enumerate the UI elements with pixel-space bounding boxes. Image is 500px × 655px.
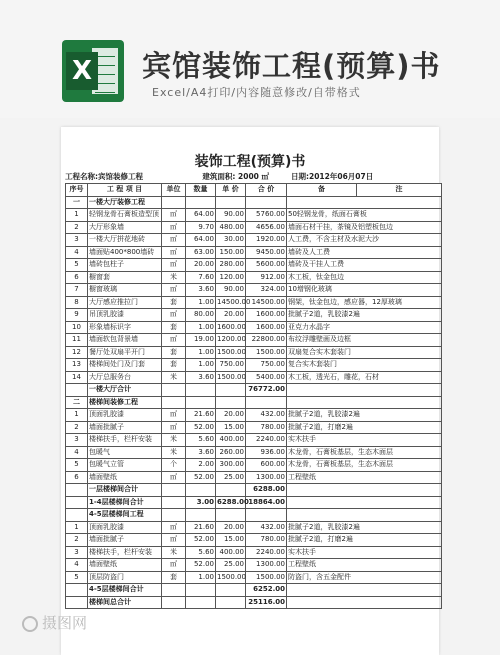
cell-unit-price xyxy=(216,384,246,397)
table-header-row xyxy=(66,184,442,197)
cell-unit: 套 xyxy=(162,321,186,334)
cell-remark xyxy=(287,496,442,509)
cell-serial: 5 xyxy=(66,459,88,472)
cell-quantity xyxy=(186,509,216,522)
cell-item: 楼梯扶手，栏杆安装 xyxy=(88,546,162,559)
section-row xyxy=(66,396,442,409)
cell-remark xyxy=(287,196,442,209)
cell-total: 912.00 xyxy=(246,271,287,284)
header-remark-2: 注 xyxy=(357,184,442,197)
cell-unit-price: 1500.00 xyxy=(216,371,246,384)
table-row xyxy=(66,434,442,447)
cell-item: 楼梯间处门及门套 xyxy=(88,359,162,372)
cell-serial: 3 xyxy=(66,434,88,447)
cell-remark: 工程壁纸 xyxy=(287,559,442,572)
cell-remark: 亚克力水晶字 xyxy=(287,321,442,334)
table-row xyxy=(66,534,442,547)
cell-remark: 复合实木套装门 xyxy=(287,359,442,372)
cell-remark: 防盗门，含五金配件 xyxy=(287,571,442,584)
cell-remark: 工程壁纸 xyxy=(287,471,442,484)
cell-item: 顶面乳胶漆 xyxy=(88,521,162,534)
cell-unit xyxy=(162,484,186,497)
cell-unit-price: 20.00 xyxy=(216,309,246,322)
cell-serial: 3 xyxy=(66,546,88,559)
cell-item: 4-5层楼梯间工程 xyxy=(88,509,162,522)
cell-unit-price: 120.00 xyxy=(216,271,246,284)
header-serial: 序号 xyxy=(66,184,88,197)
cell-quantity: 63.00 xyxy=(186,246,216,259)
cell-item: 墙面壁纸 xyxy=(88,559,162,572)
table-row xyxy=(66,521,442,534)
watermark-logo-icon xyxy=(22,616,38,632)
cell-unit: ㎡ xyxy=(162,334,186,347)
cell-total: 1600.00 xyxy=(246,321,287,334)
cell-serial: 12 xyxy=(66,346,88,359)
subtotal-row xyxy=(66,509,442,522)
cell-quantity xyxy=(186,396,216,409)
header-total: 合 价 xyxy=(246,184,287,197)
cell-total: 750.00 xyxy=(246,359,287,372)
cell-unit-price xyxy=(216,509,246,522)
cell-serial xyxy=(66,596,88,609)
cell-unit xyxy=(162,509,186,522)
document-title: 装饰工程(预算)书 xyxy=(194,154,306,170)
cell-serial: 3 xyxy=(66,234,88,247)
cell-quantity: 80.00 xyxy=(186,309,216,322)
table-row xyxy=(66,346,442,359)
cell-serial: 4 xyxy=(66,246,88,259)
cell-item: 橱窗玻璃 xyxy=(88,284,162,297)
cell-quantity: 3.60 xyxy=(186,371,216,384)
cell-unit-price xyxy=(216,596,246,609)
cell-item: 餐厅处双扇平开门 xyxy=(88,346,162,359)
cell-item: 一楼大厅装修工程 xyxy=(88,196,162,209)
cell-quantity xyxy=(186,196,216,209)
watermark-text: 摄图网 xyxy=(42,614,88,632)
cell-unit-price: 25.00 xyxy=(216,471,246,484)
cell-unit xyxy=(162,584,186,597)
table-row xyxy=(66,409,442,422)
cell-remark: 墙面石材干挂，茶镜及铝塑板包边 xyxy=(287,221,442,234)
table-row xyxy=(66,309,442,322)
cell-unit: 米 xyxy=(162,434,186,447)
cell-unit-price: 300.00 xyxy=(216,459,246,472)
cell-total: 5760.00 xyxy=(246,209,287,222)
cell-unit: ㎡ xyxy=(162,259,186,272)
cell-total: 4656.00 xyxy=(246,221,287,234)
cell-total: 2240.00 xyxy=(246,546,287,559)
cell-unit-price: 6288.00 xyxy=(216,496,246,509)
cell-total: 76772.00 xyxy=(246,384,287,397)
cell-serial: 5 xyxy=(66,571,88,584)
cell-serial: 14 xyxy=(66,371,88,384)
cell-unit-price: 90.00 xyxy=(216,209,246,222)
cell-unit: ㎡ xyxy=(162,221,186,234)
cell-unit-price: 1600.00 xyxy=(216,321,246,334)
cell-total: 600.00 xyxy=(246,459,287,472)
cell-unit-price: 20.00 xyxy=(216,409,246,422)
cell-quantity: 19.00 xyxy=(186,334,216,347)
cell-total xyxy=(246,196,287,209)
page-subtitle: Excel/A4打印/内容随意修改/自带格式 xyxy=(152,86,361,99)
cell-unit: 米 xyxy=(162,271,186,284)
cell-total: 1600.00 xyxy=(246,309,287,322)
cell-quantity: 21.60 xyxy=(186,409,216,422)
table-row xyxy=(66,546,442,559)
cell-remark: 10增钢化玻璃 xyxy=(287,284,442,297)
header-item: 工 程 项 目 xyxy=(88,184,162,197)
cell-quantity: 52.00 xyxy=(186,534,216,547)
cell-unit-price: 400.00 xyxy=(216,546,246,559)
cell-quantity: 64.00 xyxy=(186,209,216,222)
cell-remark: 批腻子2道，打磨2遍 xyxy=(287,534,442,547)
cell-item: 一层楼梯间合计 xyxy=(88,484,162,497)
cell-remark xyxy=(287,484,442,497)
cell-quantity: 52.00 xyxy=(186,559,216,572)
cell-quantity xyxy=(186,484,216,497)
cell-total: 780.00 xyxy=(246,421,287,434)
cell-serial xyxy=(66,496,88,509)
table-row xyxy=(66,296,442,309)
cell-quantity: 21.60 xyxy=(186,521,216,534)
cell-total: 6288.00 xyxy=(246,484,287,497)
cell-unit-price: 400.00 xyxy=(216,434,246,447)
cell-remark: 布纹浮雕壁画及边框 xyxy=(287,334,442,347)
cell-remark xyxy=(287,509,442,522)
cell-remark xyxy=(287,584,442,597)
cell-item: 墙面壁纸 xyxy=(88,471,162,484)
cell-unit: 套 xyxy=(162,571,186,584)
cell-item: 墙面批腻子 xyxy=(88,421,162,434)
cell-unit-price xyxy=(216,396,246,409)
subtotal-row xyxy=(66,584,442,597)
cell-total: 25116.00 xyxy=(246,596,287,609)
cell-unit-price: 25.00 xyxy=(216,559,246,572)
cell-serial: 1 xyxy=(66,521,88,534)
cell-remark: 人工费，不含主材及水泥大沙 xyxy=(287,234,442,247)
document-preview xyxy=(61,127,439,655)
budget-table xyxy=(65,183,442,609)
cell-total xyxy=(246,509,287,522)
cell-item: 大厅形象墙 xyxy=(88,221,162,234)
cell-unit-price: 1500.00 xyxy=(216,346,246,359)
cell-unit-price: 20.00 xyxy=(216,521,246,534)
cell-item: 包暖气 xyxy=(88,446,162,459)
cell-total: 432.00 xyxy=(246,409,287,422)
cell-unit: 套 xyxy=(162,346,186,359)
table-row xyxy=(66,246,442,259)
cell-unit: ㎡ xyxy=(162,559,186,572)
cell-quantity: 3.00 xyxy=(186,496,216,509)
cell-remark: 批腻子2道，乳胶漆2遍 xyxy=(287,521,442,534)
cell-remark: 木龙骨，石膏板基层，生态木面层 xyxy=(287,446,442,459)
cell-quantity: 1.00 xyxy=(186,346,216,359)
cell-serial: 9 xyxy=(66,309,88,322)
cell-serial xyxy=(66,584,88,597)
cell-total xyxy=(246,396,287,409)
cell-serial: 13 xyxy=(66,359,88,372)
cell-item: 吊顶乳胶漆 xyxy=(88,309,162,322)
cell-unit: ㎡ xyxy=(162,284,186,297)
table-row xyxy=(66,271,442,284)
cell-remark: 木工板，钛金包边 xyxy=(287,271,442,284)
cell-remark: 墙砖及人工费 xyxy=(287,246,442,259)
cell-serial: 二 xyxy=(66,396,88,409)
cell-quantity: 52.00 xyxy=(186,421,216,434)
cell-total: 1300.00 xyxy=(246,559,287,572)
cell-unit-price: 30.00 xyxy=(216,234,246,247)
cell-item: 墙面贴400*800墙砖 xyxy=(88,246,162,259)
cell-remark: 批腻子2道，打磨2遍 xyxy=(287,421,442,434)
cell-serial: 2 xyxy=(66,221,88,234)
cell-unit: 米 xyxy=(162,371,186,384)
cell-unit-price: 750.00 xyxy=(216,359,246,372)
cell-remark: 墙砖及干挂人工费 xyxy=(287,259,442,272)
table-row xyxy=(66,221,442,234)
cell-unit-price: 150.00 xyxy=(216,246,246,259)
table-row xyxy=(66,284,442,297)
table-row xyxy=(66,459,442,472)
cell-unit xyxy=(162,196,186,209)
cell-unit-price: 15.00 xyxy=(216,421,246,434)
cell-unit: ㎡ xyxy=(162,409,186,422)
cell-unit xyxy=(162,384,186,397)
cell-unit: ㎡ xyxy=(162,246,186,259)
cell-serial: 5 xyxy=(66,259,88,272)
table-row xyxy=(66,446,442,459)
cell-total: 324.00 xyxy=(246,284,287,297)
header-unit: 单位 xyxy=(162,184,186,197)
cell-serial: 4 xyxy=(66,446,88,459)
building-area: 建筑面积: 2000 ㎡ xyxy=(202,172,269,181)
table-row xyxy=(66,371,442,384)
cell-unit-price: 90.00 xyxy=(216,284,246,297)
cell-quantity: 3.60 xyxy=(186,446,216,459)
cell-quantity: 3.60 xyxy=(186,284,216,297)
cell-serial xyxy=(66,509,88,522)
cell-unit-price xyxy=(216,196,246,209)
cell-quantity xyxy=(186,584,216,597)
table-row xyxy=(66,209,442,222)
cell-total: 22800.00 xyxy=(246,334,287,347)
cell-unit: ㎡ xyxy=(162,534,186,547)
cell-serial: 一 xyxy=(66,196,88,209)
header-unit-price: 单 价 xyxy=(216,184,246,197)
cell-item: 大厅感应推拉门 xyxy=(88,296,162,309)
cell-item: 顶面乳胶漆 xyxy=(88,409,162,422)
cell-remark: 双扇复合实木套装门 xyxy=(287,346,442,359)
cell-quantity: 1.00 xyxy=(186,321,216,334)
cell-unit-price xyxy=(216,584,246,597)
cell-item: 顶层防盗门 xyxy=(88,571,162,584)
cell-unit: 个 xyxy=(162,459,186,472)
cell-serial: 2 xyxy=(66,421,88,434)
table-row xyxy=(66,259,442,272)
cell-quantity: 5.60 xyxy=(186,546,216,559)
cell-remark: 批腻子2道，乳胶漆2遍 xyxy=(287,409,442,422)
cell-serial: 10 xyxy=(66,321,88,334)
cell-unit: ㎡ xyxy=(162,209,186,222)
cell-remark: 木龙骨，石膏板基层，生态木面层 xyxy=(287,459,442,472)
header-quantity: 数量 xyxy=(186,184,216,197)
cell-item: 墙砖包柱子 xyxy=(88,259,162,272)
header-banner xyxy=(0,0,500,118)
page-title: 宾馆装饰工程(预算)书 xyxy=(142,49,441,83)
cell-serial: 1 xyxy=(66,409,88,422)
cell-serial: 11 xyxy=(66,334,88,347)
cell-item: 橱窗套 xyxy=(88,271,162,284)
cell-remark: 批腻子2道，乳胶漆2遍 xyxy=(287,309,442,322)
table-row xyxy=(66,321,442,334)
cell-quantity: 20.00 xyxy=(186,259,216,272)
cell-serial xyxy=(66,484,88,497)
header-remark-1: 备 xyxy=(287,184,357,197)
cell-unit xyxy=(162,496,186,509)
subtotal-row xyxy=(66,496,442,509)
cell-total: 6252.00 xyxy=(246,584,287,597)
cell-remark: 实木扶手 xyxy=(287,546,442,559)
cell-unit: 米 xyxy=(162,546,186,559)
cell-item: 楼梯间总合计 xyxy=(88,596,162,609)
cell-unit: 套 xyxy=(162,359,186,372)
cell-total: 9450.00 xyxy=(246,246,287,259)
cell-item: 墙面批腻子 xyxy=(88,534,162,547)
cell-item: 大厅总服务台 xyxy=(88,371,162,384)
cell-serial: 8 xyxy=(66,296,88,309)
cell-quantity: 1.00 xyxy=(186,359,216,372)
cell-quantity xyxy=(186,384,216,397)
cell-item: 墙面软包背景墙 xyxy=(88,334,162,347)
cell-serial: 1 xyxy=(66,209,88,222)
cell-item: 楼梯扶手，栏杆安装 xyxy=(88,434,162,447)
cell-unit: ㎡ xyxy=(162,471,186,484)
cell-unit-price: 280.00 xyxy=(216,259,246,272)
cell-total: 1920.00 xyxy=(246,234,287,247)
cell-total: 432.00 xyxy=(246,521,287,534)
cell-unit: ㎡ xyxy=(162,234,186,247)
cell-unit-price: 15.00 xyxy=(216,534,246,547)
cell-remark xyxy=(287,396,442,409)
cell-total: 936.00 xyxy=(246,446,287,459)
cell-remark: 50轻钢龙骨，纸面石膏板 xyxy=(287,209,442,222)
table-row xyxy=(66,359,442,372)
cell-total: 2240.00 xyxy=(246,434,287,447)
cell-unit-price: 480.00 xyxy=(216,221,246,234)
cell-unit-price xyxy=(216,484,246,497)
cell-serial: 4 xyxy=(66,559,88,572)
cell-total: 5600.00 xyxy=(246,259,287,272)
cell-total: 14500.00 xyxy=(246,296,287,309)
table-row xyxy=(66,234,442,247)
cell-remark: 实木扶手 xyxy=(287,434,442,447)
cell-remark xyxy=(287,384,442,397)
cell-item: 轻钢龙骨石膏板造型顶 xyxy=(88,209,162,222)
cell-quantity: 64.00 xyxy=(186,234,216,247)
cell-total: 18864.00 xyxy=(246,496,287,509)
cell-quantity: 7.60 xyxy=(186,271,216,284)
cell-unit xyxy=(162,596,186,609)
cell-quantity: 5.60 xyxy=(186,434,216,447)
watermark xyxy=(22,612,87,633)
cell-unit-price: 14500.00 xyxy=(216,296,246,309)
excel-logo-letter: X xyxy=(66,52,98,90)
cell-total: 1500.00 xyxy=(246,346,287,359)
cell-unit-price: 260.00 xyxy=(216,446,246,459)
cell-item: 楼梯间装修工程 xyxy=(88,396,162,409)
subtotal-row xyxy=(66,384,442,397)
cell-item: 形象墙标识字 xyxy=(88,321,162,334)
cell-unit-price: 1200.00 xyxy=(216,334,246,347)
cell-total: 1300.00 xyxy=(246,471,287,484)
cell-quantity: 52.00 xyxy=(186,471,216,484)
cell-total: 1500.00 xyxy=(246,571,287,584)
excel-logo-icon xyxy=(62,40,124,102)
cell-unit: 套 xyxy=(162,296,186,309)
cell-item: 1-4层楼梯间合计 xyxy=(88,496,162,509)
cell-serial: 7 xyxy=(66,284,88,297)
cell-item: 一楼大厅拼花地砖 xyxy=(88,234,162,247)
cell-unit: ㎡ xyxy=(162,521,186,534)
cell-total: 780.00 xyxy=(246,534,287,547)
cell-unit: ㎡ xyxy=(162,309,186,322)
cell-unit: ㎡ xyxy=(162,421,186,434)
table-row xyxy=(66,421,442,434)
project-name: 工程名称:宾馆装修工程 xyxy=(65,172,143,181)
cell-serial: 2 xyxy=(66,534,88,547)
cell-item: 4-5层楼梯间合计 xyxy=(88,584,162,597)
cell-quantity: 1.00 xyxy=(186,296,216,309)
section-row xyxy=(66,196,442,209)
table-row xyxy=(66,571,442,584)
table-row xyxy=(66,334,442,347)
cell-quantity: 1.00 xyxy=(186,571,216,584)
cell-item: 包暖气立管 xyxy=(88,459,162,472)
subtotal-row xyxy=(66,484,442,497)
cell-remark xyxy=(287,596,442,609)
cell-unit xyxy=(162,396,186,409)
document-date: 日期:2012年06月07日 xyxy=(291,172,374,181)
cell-total: 5400.00 xyxy=(246,371,287,384)
cell-serial: 6 xyxy=(66,471,88,484)
table-row xyxy=(66,559,442,572)
cell-serial: 6 xyxy=(66,271,88,284)
cell-quantity: 2.00 xyxy=(186,459,216,472)
cell-unit: 米 xyxy=(162,446,186,459)
cell-quantity xyxy=(186,596,216,609)
cell-remark: 木工板，透光石，雕花，石材 xyxy=(287,371,442,384)
cell-quantity: 9.70 xyxy=(186,221,216,234)
table-row xyxy=(66,471,442,484)
table-body xyxy=(66,196,442,609)
cell-serial xyxy=(66,384,88,397)
subtotal-row xyxy=(66,596,442,609)
document-info-row xyxy=(65,171,439,183)
cell-remark: 钢架，钛金包边，感应器，12厚玻璃 xyxy=(287,296,442,309)
cell-unit-price: 1500.00 xyxy=(216,571,246,584)
cell-item: 一楼大厅合计 xyxy=(88,384,162,397)
